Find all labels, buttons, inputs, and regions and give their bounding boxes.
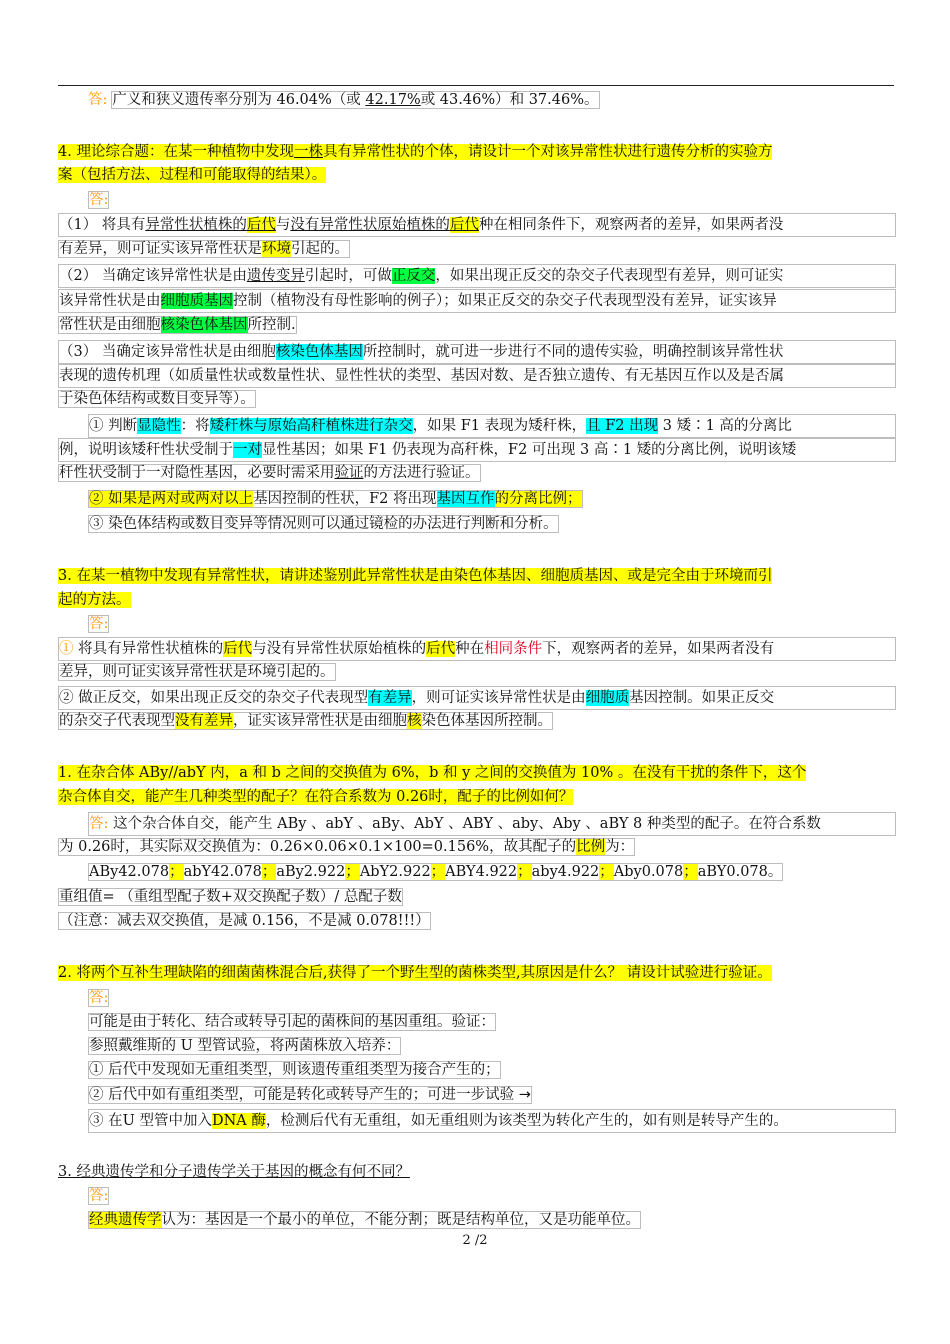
text-span: 杂合体自交，能产生几种类型的配子？在符合系数为 0.26时，配子的比例如何？ (58, 789, 574, 805)
text-span: 后代 (223, 641, 253, 657)
text-group (58, 144, 772, 160)
text-span: ，检测后代有无重组，如无重组则为该类型为转化产生的，如有则是转导产生的。 (265, 1113, 788, 1129)
text-span: 有差异，则可证实该异常性状是 (59, 241, 262, 257)
text-span: 于染色体结构或数目变异等）。 (59, 391, 255, 407)
text-group (58, 712, 553, 730)
text-span: ； (261, 864, 277, 880)
text-span: 重组值= （重组型配子数+双交换配子数）/ 总配子数 (59, 889, 402, 905)
text-group (88, 1086, 532, 1104)
text-span: 异常性状植株的 (145, 217, 247, 233)
text-group (88, 863, 783, 881)
text-span: 显隐性 (137, 418, 181, 434)
q4-p1-line1 (58, 213, 896, 237)
q1-ratio-line (88, 861, 788, 883)
q4-p2-line1 (58, 264, 896, 288)
text-span: AbY2.922 (359, 864, 431, 880)
q4-item1-line1 (88, 414, 896, 438)
text-span: 。 (767, 864, 783, 880)
q3b-answer (88, 1209, 748, 1231)
text-span: 答: (89, 816, 109, 832)
text-span: ； (517, 864, 532, 880)
text-span: aBy2.922 (276, 864, 346, 880)
q1-answer-line2 (58, 836, 698, 858)
text-span: ② 做正反交，如果出现正反交的杂交子代表现型 (59, 690, 369, 706)
text-span: （3） 当确定该异常性状是由细胞 (59, 344, 276, 360)
text-span: 没有差异 (175, 713, 233, 729)
text-span: 细胞质 (585, 690, 630, 706)
q1-note (58, 910, 478, 932)
text-span: 起的方法。 (58, 592, 131, 608)
q1-answer-line1 (88, 812, 896, 836)
q4-p2-line3 (58, 314, 338, 336)
q2-line1 (88, 1011, 568, 1033)
text-span: 一对 (233, 442, 262, 458)
text-span: 常性状是由细胞 (59, 317, 161, 333)
text-span: 一株 (293, 144, 323, 160)
text-span: 基因控制的性状，F2 将出现 (253, 491, 437, 507)
text-span: 与没有异常性状原始植株的 (252, 641, 427, 657)
text-group (58, 464, 481, 482)
text-span: 基因控制。如果正反交 (629, 690, 775, 706)
answer-label: 答: (88, 92, 108, 108)
q1-formula (58, 886, 458, 908)
text-span: 相同条件 (484, 641, 543, 657)
text-span: 答: (89, 1188, 109, 1204)
text-span: ； (683, 864, 698, 880)
arrow-icon: → (518, 1087, 531, 1103)
text-span: 参照戴维斯的 U 型管试验，将两菌株放入培养： (89, 1038, 401, 1054)
text-group (88, 1211, 641, 1229)
text-span: 遗传变异 (246, 268, 305, 284)
text-span: ③ 在U 型管中加入 (89, 1113, 212, 1129)
q3a-p2-line1 (58, 686, 896, 710)
q3b-answer-label (88, 1185, 128, 1207)
text-span: 引起的。 (291, 241, 349, 257)
text-span: ，如果出现正反交的杂交子代表现型有差异，则可证实 (435, 268, 784, 284)
text-span: aBY0.078 (697, 864, 768, 880)
q2-line4 (88, 1084, 648, 1106)
q3a-title-line1 (58, 565, 894, 587)
q3b-title (58, 1161, 498, 1183)
text-span: 引起时，可做 (304, 268, 392, 284)
q4-item1-line3 (58, 462, 558, 484)
text-span: ，如果 F1 表现为矮秆株， (412, 418, 587, 434)
text-span: 核 (407, 713, 422, 729)
text-span: ① (59, 641, 74, 657)
text-span: 例，说明该矮秆性状受制于 (59, 442, 233, 458)
page-number: 2 /2 (462, 1233, 488, 1248)
text-span: 秆性状受制于一对隐性基因，必要时需采用 (59, 465, 335, 481)
text-span: ABY4.922 (445, 864, 518, 880)
text-span: （1） 将具有 (59, 217, 146, 233)
text-span: 这个杂合体自交，能产生 ABy 、abY 、aBy、AbY 、ABY 、aby、Aby 、aBY 8 种类型的配子。在符合系数 (108, 816, 821, 832)
q4-item3 (88, 513, 648, 535)
text-span: 将具有异常性状植株的 (73, 641, 224, 657)
q2-line2 (88, 1035, 448, 1057)
q4-p2-line2 (58, 289, 896, 313)
text-span: 控制（植物没有母性影响的例子）；如果正反交的杂交子代表现型没有差异，证实该异 (233, 293, 777, 309)
text-span: 认为：基因是一个最小的单位，不能分割；既是结构单位，又是功能单位。 (161, 1212, 640, 1228)
text-span: 表现的遗传机理（如质量性状或数量性状、显性性状的类型、基因对数、是否独立遗传、有无基因互作以及是否属 (59, 368, 784, 384)
q4-p3-line3 (58, 388, 298, 410)
text-span: DNA 酶 (211, 1113, 266, 1129)
text-span: abY42.078 (183, 864, 262, 880)
q4-item1-line2 (58, 438, 896, 462)
q4-p3-line2 (58, 364, 896, 388)
text-span: （2） 当确定该异常性状是由 (59, 268, 247, 284)
text-span: ； (345, 864, 360, 880)
text-span: 经典遗传学 (89, 1212, 162, 1228)
q3a-p2-line2 (58, 710, 638, 732)
text-span: 3 矮∶1 高的分离比 (658, 418, 792, 434)
q2-line3 (88, 1059, 588, 1081)
text-group (111, 91, 599, 109)
text-span: 的方法进行验证。 (363, 465, 480, 481)
q3a-answer-label (88, 613, 128, 635)
text-span: Aby0.078 (613, 864, 684, 880)
text-span: ① 判断 (89, 418, 138, 434)
text-span: 的杂交子代表现型 (59, 713, 175, 729)
text-span: 3. 经典遗传学和分子遗传学关于基因的概念有何不同？ (58, 1164, 410, 1180)
q2-line5 (88, 1109, 896, 1133)
text-span: ② 后代中如有重组类型，可能是转化或转导产生的；可进一步试验 (89, 1087, 519, 1103)
text-span: 后代 (246, 217, 276, 233)
text-span: 4. 理论综合题：在某一种植物中发现 (58, 144, 294, 160)
text-span: ① 后代中发现如无重组类型，则该遗传重组类型为接合产生的； (89, 1062, 500, 1078)
text-span: 为： (605, 839, 635, 855)
text-span: 后代 (449, 217, 479, 233)
text-span: 基因互作 (436, 491, 495, 507)
text-span: 具有异常性状的个体，请设计一个对该异常性状进行遗传分析的实验方 (322, 144, 773, 160)
text-span: 答: (89, 616, 109, 632)
q4-title-line1 (58, 141, 894, 163)
text-span: ； (599, 864, 614, 880)
text-span: 案（包括方法、过程和可能取得的结果）。 (58, 167, 327, 183)
text-span: 没有异常性状原始植株的 (290, 217, 450, 233)
text-span: 验证 (334, 465, 364, 481)
text-span: 后代 (426, 641, 456, 657)
text-span: 答: (89, 192, 109, 208)
q2-title (58, 962, 894, 984)
text-span: 正反交 (391, 268, 436, 284)
text-span: 种在相同条件下，观察两者的差异，如果两者没 (478, 217, 784, 233)
q4-answer-label (88, 189, 128, 211)
text-span: ABy42.078 (89, 864, 170, 880)
text-group (88, 490, 583, 508)
text-span: 显性基因；如果 F1 仍表现为高秆株，F2 可出现 3 高∶1 矮的分离比例，说明该矮 (262, 442, 797, 458)
text-span: aby4.922 (531, 864, 600, 880)
q3a-p1-line1 (58, 637, 896, 661)
text-span: 与 (275, 217, 291, 233)
text-span: 3. 在某一植物中发现有异常性状，请讲述鉴别此异常性状是由染色体基因、细胞质基因、或是完全由于环境而引 (58, 568, 773, 584)
text-span: 为 0.26时，其实际双交换值为：0.26×0.06×0.1×100=0.156%，故其配子的 (59, 839, 577, 855)
text-span: 细胞质基因 (160, 293, 233, 309)
text-span: 的分离比例； (494, 491, 582, 507)
q3a-p1-line2 (58, 661, 398, 683)
text-span: 两对或两对以上 (151, 491, 254, 507)
header-rule (58, 85, 894, 86)
q4-p3-line1 (58, 340, 896, 364)
text-span: 且 F2 出现 (586, 418, 659, 434)
text-span: 可能是由于转化、结合或转导引起的菌株间的基因重组。验证： (89, 1014, 495, 1030)
text-span: 该异常性状是由 (59, 293, 161, 309)
text-span: 种在 (455, 641, 485, 657)
answer-heritability (88, 89, 628, 111)
text-span: ； (430, 864, 446, 880)
text-span: ； (169, 864, 184, 880)
text-span: 环境 (262, 241, 291, 257)
text-span: 核染色体基因 (160, 317, 248, 333)
text-group (58, 316, 297, 334)
text-span: 染色体基因所控制。 (421, 713, 552, 729)
text-span: 或 43.46%）和 37.46%。 (420, 92, 599, 108)
q4-p1-line2 (58, 238, 398, 260)
text-span: 所控制时，就可进一步进行不同的遗传实验，明确控制该异常性状 (362, 344, 784, 360)
text-span: ，证实该异常性状是由细胞 (233, 713, 407, 729)
text-span: 42.17% (365, 92, 421, 108)
q4-title-line2 (58, 164, 894, 186)
text-span: 有差异 (368, 690, 412, 706)
text-span: ② 如果是 (89, 491, 152, 507)
text-span: 广义和狭义遗传率分别为 46.04%（或 (112, 92, 366, 108)
text-group (58, 240, 350, 258)
text-span: 2. 将两个互补生理缺陷的细菌菌株混合后,获得了一个野生型的菌株类型,其原因是什么？ 请设计试验进行验证。 (58, 965, 772, 981)
text-span: 矮秆株与原始高秆植株进行杂交 (209, 418, 413, 434)
text-span: 比例 (576, 839, 606, 855)
text-group (58, 838, 635, 856)
text-span: 核染色体基因 (275, 344, 363, 360)
text-span: 1. 在杂合体 ABy//abY 内，a 和 b 之间的交换值为 6%，b 和 y 之间的交换值为 10% 。在没有干扰的条件下，这个 (58, 765, 807, 781)
text-span: （注意：减去双交换值，是减 0.156，不是减 0.078!!!） (59, 913, 430, 929)
q3a-title-line2 (58, 589, 894, 611)
q2-answer-label (88, 987, 128, 1009)
q4-item2 (88, 488, 648, 510)
text-span: ，则可证实该异常性状是由 (411, 690, 586, 706)
text-span: 差异，则可证实该异常性状是环境引起的。 (59, 664, 335, 680)
text-span: ：将 (180, 418, 210, 434)
text-span: 所控制. (247, 317, 296, 333)
q1-title-line1 (58, 762, 894, 784)
text-span: 答: (89, 990, 109, 1006)
text-span: ③ 染色体结构或数目变异等情况则可以通过镜检的办法进行判断和分析。 (89, 516, 558, 532)
q1-title-line2 (58, 786, 894, 808)
text-span: 下，观察两者的差异，如果两者没有 (542, 641, 775, 657)
